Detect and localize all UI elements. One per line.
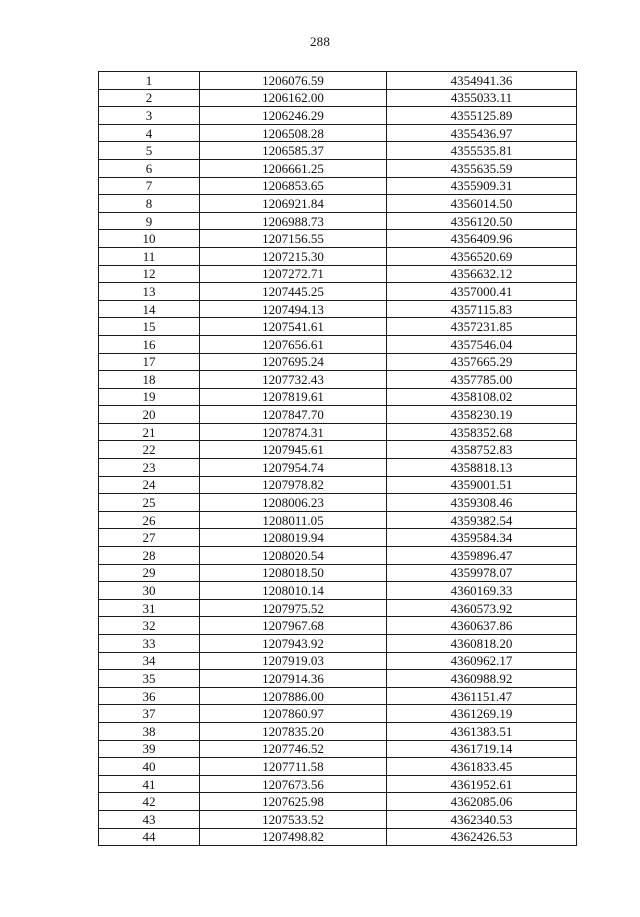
y-coordinate-cell: 4360818.20 (387, 635, 577, 653)
point-number-cell: 29 (99, 564, 200, 582)
x-coordinate-cell: 1207975.52 (200, 599, 387, 617)
y-coordinate-cell: 4359896.47 (387, 547, 577, 565)
x-coordinate-cell: 1206988.73 (200, 212, 387, 230)
table-row (99, 828, 577, 846)
point-number-cell: 18 (99, 371, 200, 389)
table-row (99, 72, 577, 90)
x-coordinate-cell: 1207954.74 (200, 459, 387, 477)
y-coordinate-cell: 4357665.29 (387, 353, 577, 371)
table-row (99, 793, 577, 811)
point-number-cell: 3 (99, 107, 200, 125)
y-coordinate-cell: 4355033.11 (387, 89, 577, 107)
point-number-cell: 31 (99, 599, 200, 617)
x-coordinate-cell: 1208011.05 (200, 511, 387, 529)
table-row (99, 740, 577, 758)
table-row (99, 353, 577, 371)
point-number-cell: 21 (99, 423, 200, 441)
y-coordinate-cell: 4362085.06 (387, 793, 577, 811)
point-number-cell: 6 (99, 159, 200, 177)
table-row (99, 371, 577, 389)
point-number-cell: 16 (99, 335, 200, 353)
x-coordinate-cell: 1207656.61 (200, 335, 387, 353)
x-coordinate-cell: 1207215.30 (200, 247, 387, 265)
point-number-cell: 38 (99, 722, 200, 740)
table-row (99, 177, 577, 195)
x-coordinate-cell: 1207494.13 (200, 300, 387, 318)
y-coordinate-cell: 4358108.02 (387, 388, 577, 406)
point-number-cell: 41 (99, 775, 200, 793)
x-coordinate-cell: 1207847.70 (200, 406, 387, 424)
y-coordinate-cell: 4360573.92 (387, 599, 577, 617)
y-coordinate-cell: 4360988.92 (387, 670, 577, 688)
y-coordinate-cell: 4361719.14 (387, 740, 577, 758)
table-row (99, 107, 577, 125)
point-number-cell: 40 (99, 758, 200, 776)
y-coordinate-cell: 4357785.00 (387, 371, 577, 389)
x-coordinate-cell: 1206508.28 (200, 124, 387, 142)
point-number-cell: 25 (99, 494, 200, 512)
table-row (99, 423, 577, 441)
x-coordinate-cell: 1207711.58 (200, 758, 387, 776)
table-row (99, 265, 577, 283)
point-number-cell: 17 (99, 353, 200, 371)
point-number-cell: 36 (99, 687, 200, 705)
y-coordinate-cell: 4355436.97 (387, 124, 577, 142)
y-coordinate-cell: 4360962.17 (387, 652, 577, 670)
y-coordinate-cell: 4361383.51 (387, 722, 577, 740)
point-number-cell: 4 (99, 124, 200, 142)
x-coordinate-cell: 1207943.92 (200, 635, 387, 653)
x-coordinate-cell: 1207819.61 (200, 388, 387, 406)
y-coordinate-cell: 4360169.33 (387, 582, 577, 600)
table-row (99, 124, 577, 142)
page-number: 288 (309, 34, 331, 49)
x-coordinate-cell: 1207445.25 (200, 283, 387, 301)
x-coordinate-cell: 1207835.20 (200, 722, 387, 740)
y-coordinate-cell: 4361151.47 (387, 687, 577, 705)
point-number-cell: 39 (99, 740, 200, 758)
coordinate-table-body (99, 72, 577, 846)
table-row (99, 494, 577, 512)
x-coordinate-cell: 1208020.54 (200, 547, 387, 565)
x-coordinate-cell: 1207978.82 (200, 476, 387, 494)
table-row (99, 529, 577, 547)
table-row (99, 670, 577, 688)
y-coordinate-cell: 4356014.50 (387, 195, 577, 213)
y-coordinate-cell: 4362426.53 (387, 828, 577, 846)
table-row (99, 705, 577, 723)
x-coordinate-cell: 1207886.00 (200, 687, 387, 705)
x-coordinate-cell: 1207914.36 (200, 670, 387, 688)
table-row (99, 635, 577, 653)
table-row (99, 652, 577, 670)
point-number-cell: 32 (99, 617, 200, 635)
table-row (99, 89, 577, 107)
point-number-cell: 20 (99, 406, 200, 424)
x-coordinate-cell: 1207746.52 (200, 740, 387, 758)
y-coordinate-cell: 4355909.31 (387, 177, 577, 195)
x-coordinate-cell: 1207498.82 (200, 828, 387, 846)
x-coordinate-cell: 1208006.23 (200, 494, 387, 512)
point-number-cell: 44 (99, 828, 200, 846)
point-number-cell: 22 (99, 441, 200, 459)
table-row (99, 564, 577, 582)
point-number-cell: 43 (99, 810, 200, 828)
y-coordinate-cell: 4362340.53 (387, 810, 577, 828)
point-number-cell: 14 (99, 300, 200, 318)
point-number-cell: 27 (99, 529, 200, 547)
x-coordinate-cell: 1206246.29 (200, 107, 387, 125)
y-coordinate-cell: 4356632.12 (387, 265, 577, 283)
point-number-cell: 42 (99, 793, 200, 811)
x-coordinate-cell: 1208018.50 (200, 564, 387, 582)
y-coordinate-cell: 4358352.68 (387, 423, 577, 441)
x-coordinate-cell: 1207967.68 (200, 617, 387, 635)
table-row (99, 758, 577, 776)
x-coordinate-cell: 1207156.55 (200, 230, 387, 248)
y-coordinate-cell: 4359308.46 (387, 494, 577, 512)
point-number-cell: 35 (99, 670, 200, 688)
point-number-cell: 37 (99, 705, 200, 723)
x-coordinate-cell: 1207874.31 (200, 423, 387, 441)
table-row (99, 195, 577, 213)
coordinate-table (98, 71, 577, 846)
point-number-cell: 13 (99, 283, 200, 301)
table-row (99, 722, 577, 740)
y-coordinate-cell: 4358752.83 (387, 441, 577, 459)
point-number-cell: 19 (99, 388, 200, 406)
y-coordinate-cell: 4358818.13 (387, 459, 577, 477)
y-coordinate-cell: 4360637.86 (387, 617, 577, 635)
point-number-cell: 15 (99, 318, 200, 336)
table-row (99, 441, 577, 459)
y-coordinate-cell: 4359001.51 (387, 476, 577, 494)
x-coordinate-cell: 1206661.25 (200, 159, 387, 177)
y-coordinate-cell: 4357000.41 (387, 283, 577, 301)
table-row (99, 300, 577, 318)
y-coordinate-cell: 4359584.34 (387, 529, 577, 547)
x-coordinate-cell: 1206921.84 (200, 195, 387, 213)
table-row (99, 459, 577, 477)
point-number-cell: 26 (99, 511, 200, 529)
point-number-cell: 28 (99, 547, 200, 565)
table-row (99, 476, 577, 494)
x-coordinate-cell: 1206585.37 (200, 142, 387, 160)
table-row (99, 599, 577, 617)
y-coordinate-cell: 4361833.45 (387, 758, 577, 776)
x-coordinate-cell: 1207541.61 (200, 318, 387, 336)
y-coordinate-cell: 4361952.61 (387, 775, 577, 793)
table-row (99, 142, 577, 160)
y-coordinate-cell: 4358230.19 (387, 406, 577, 424)
table-row (99, 687, 577, 705)
table-row (99, 335, 577, 353)
point-number-cell: 12 (99, 265, 200, 283)
table-row (99, 318, 577, 336)
x-coordinate-cell: 1206076.59 (200, 72, 387, 90)
y-coordinate-cell: 4355125.89 (387, 107, 577, 125)
table-row (99, 283, 577, 301)
point-number-cell: 8 (99, 195, 200, 213)
x-coordinate-cell: 1207673.56 (200, 775, 387, 793)
y-coordinate-cell: 4357231.85 (387, 318, 577, 336)
point-number-cell: 33 (99, 635, 200, 653)
y-coordinate-cell: 4356409.96 (387, 230, 577, 248)
table-row (99, 230, 577, 248)
point-number-cell: 23 (99, 459, 200, 477)
y-coordinate-cell: 4354941.36 (387, 72, 577, 90)
x-coordinate-cell: 1207860.97 (200, 705, 387, 723)
x-coordinate-cell: 1207919.03 (200, 652, 387, 670)
table-row (99, 810, 577, 828)
point-number-cell: 9 (99, 212, 200, 230)
table-row (99, 582, 577, 600)
x-coordinate-cell: 1207732.43 (200, 371, 387, 389)
table-row (99, 247, 577, 265)
x-coordinate-cell: 1208019.94 (200, 529, 387, 547)
x-coordinate-cell: 1206853.65 (200, 177, 387, 195)
y-coordinate-cell: 4359978.07 (387, 564, 577, 582)
table-row (99, 212, 577, 230)
y-coordinate-cell: 4357546.04 (387, 335, 577, 353)
y-coordinate-cell: 4355635.59 (387, 159, 577, 177)
table-row (99, 388, 577, 406)
x-coordinate-cell: 1206162.00 (200, 89, 387, 107)
table-row (99, 547, 577, 565)
y-coordinate-cell: 4361269.19 (387, 705, 577, 723)
point-number-cell: 24 (99, 476, 200, 494)
x-coordinate-cell: 1207272.71 (200, 265, 387, 283)
x-coordinate-cell: 1207695.24 (200, 353, 387, 371)
point-number-cell: 5 (99, 142, 200, 160)
point-number-cell: 11 (99, 247, 200, 265)
table-row (99, 406, 577, 424)
table-row (99, 159, 577, 177)
point-number-cell: 1 (99, 72, 200, 90)
point-number-cell: 10 (99, 230, 200, 248)
x-coordinate-cell: 1208010.14 (200, 582, 387, 600)
x-coordinate-cell: 1207625.98 (200, 793, 387, 811)
x-coordinate-cell: 1207945.61 (200, 441, 387, 459)
point-number-cell: 34 (99, 652, 200, 670)
x-coordinate-cell: 1207533.52 (200, 810, 387, 828)
table-row (99, 617, 577, 635)
point-number-cell: 30 (99, 582, 200, 600)
y-coordinate-cell: 4357115.83 (387, 300, 577, 318)
y-coordinate-cell: 4355535.81 (387, 142, 577, 160)
point-number-cell: 2 (99, 89, 200, 107)
table-row (99, 775, 577, 793)
table-row (99, 511, 577, 529)
y-coordinate-cell: 4359382.54 (387, 511, 577, 529)
y-coordinate-cell: 4356120.50 (387, 212, 577, 230)
point-number-cell: 7 (99, 177, 200, 195)
y-coordinate-cell: 4356520.69 (387, 247, 577, 265)
